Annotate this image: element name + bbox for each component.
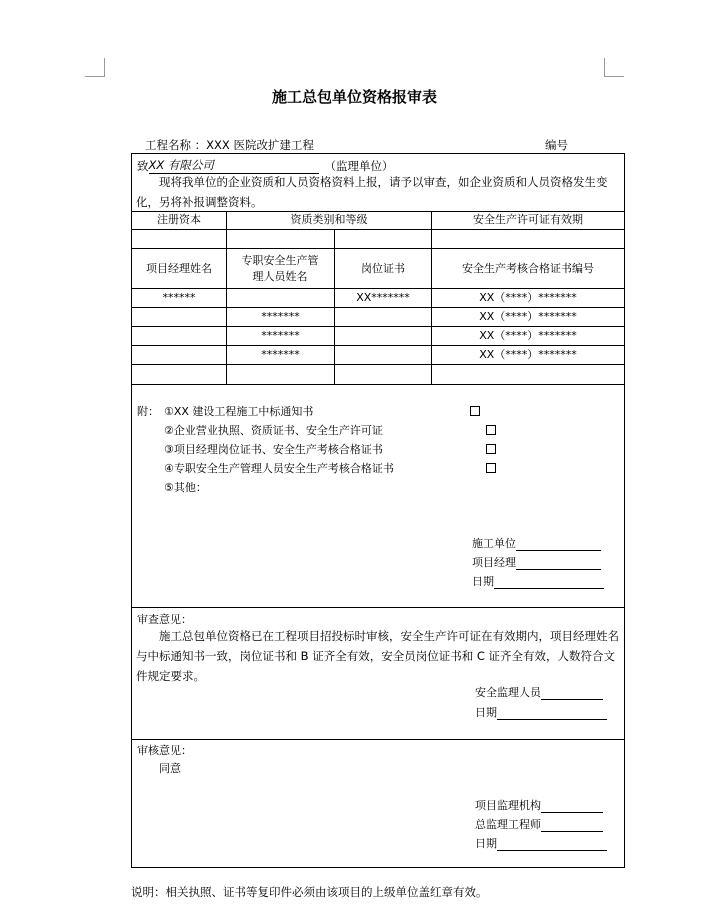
attachment-checkbox[interactable] bbox=[470, 406, 480, 416]
attachment-checkbox[interactable] bbox=[486, 444, 496, 454]
audit-label: 审核意见： bbox=[137, 744, 192, 757]
crop-mark-top-right bbox=[604, 58, 605, 77]
table-cell-post bbox=[335, 345, 431, 364]
grid-line bbox=[132, 739, 624, 740]
attachment-item: ④专职安全生产管理人员安全生产考核合格证书 bbox=[164, 462, 394, 475]
grid-line bbox=[132, 229, 624, 230]
table-cell-exam: XX（****）******* bbox=[479, 309, 577, 323]
project-name: 工程名称 ：XXX 医院改扩建工程 bbox=[145, 138, 314, 152]
addressee-suffix: （监理单位） bbox=[324, 159, 394, 173]
attachment-item: ①XX 建设工程施工中标通知书 bbox=[164, 405, 314, 418]
sign-date: 日期 bbox=[472, 573, 604, 589]
attachment-item: ②企业营业执照、资质证书、安全生产许可证 bbox=[164, 424, 383, 437]
grid-line bbox=[132, 384, 624, 385]
footnote: 说明：相关执照、证书等复印件必须由该项目的上级单位盖红章有效。 bbox=[131, 885, 488, 899]
addressee-company: XX 有限公司 bbox=[148, 158, 214, 172]
table-cell-pm bbox=[132, 326, 226, 345]
sign-contractor-unit: 施工单位 bbox=[472, 535, 601, 551]
table-cell-exam: XX（****）******* bbox=[479, 290, 577, 304]
crop-mark-top-left bbox=[85, 76, 105, 77]
table-cell-staff bbox=[227, 288, 334, 307]
document-title: 施工总包单位资格报审表 bbox=[271, 88, 437, 106]
sign-chief-engineer: 总监理工程师 bbox=[475, 816, 603, 832]
attachment-item: ⑤其他： bbox=[164, 481, 207, 494]
crop-mark-top-right bbox=[604, 76, 624, 77]
table-cell-post bbox=[335, 326, 431, 345]
review-label: 审查意见： bbox=[137, 613, 192, 626]
review-text: 施工总包单位资格已在工程项目招投标时审核，安全生产许可证在有效期内，项目经理姓名与中标通知书一致，岗位证书和 B 证齐全有效，安全员岗位证书和 C 证齐全有效，人数符合文件规定要求。 bbox=[136, 629, 619, 683]
table-cell-post bbox=[335, 307, 431, 326]
table-cell-staff: ******* bbox=[261, 309, 300, 323]
number-label: 编号 bbox=[545, 138, 568, 152]
table-cell-staff: ******* bbox=[261, 347, 300, 361]
header-safety-permit: 安全生产许可证有效期 bbox=[473, 213, 583, 226]
attachment-checkbox[interactable] bbox=[486, 463, 496, 473]
grid-line bbox=[132, 607, 624, 608]
table-cell-exam: XX（****）******* bbox=[479, 328, 577, 342]
crop-mark-top-left bbox=[104, 58, 105, 77]
intro-text: 现将我单位的企业资质和人员资格资料上报，请予以审查，如企业资质和人员资格发生变化，另将补报调整资料。 bbox=[136, 175, 608, 209]
grid-line bbox=[132, 364, 624, 365]
header-exam-cert: 安全生产考核合格证书编号 bbox=[462, 261, 594, 275]
header-pm-name: 项目经理姓名 bbox=[146, 261, 212, 275]
table-cell-staff: ******* bbox=[261, 328, 300, 342]
attachment-item: ③项目经理岗位证书、安全生产考核合格证书 bbox=[164, 443, 383, 456]
qualification-form-table bbox=[131, 153, 625, 868]
review-date: 日期 bbox=[475, 704, 607, 720]
header-reg-capital: 注册资本 bbox=[157, 213, 201, 226]
header-qual-type: 资质类别和等级 bbox=[290, 213, 368, 226]
header-safety-staff: 专职安全生产管理人员姓名 bbox=[241, 253, 319, 283]
audit-text: 同意 bbox=[159, 762, 181, 775]
attachments-prefix: 附： bbox=[137, 405, 159, 418]
sign-project-manager: 项目经理 bbox=[472, 554, 601, 570]
audit-date: 日期 bbox=[475, 835, 607, 851]
table-cell-pm bbox=[132, 345, 226, 364]
sign-safety-supervisor: 安全监理人员 bbox=[475, 684, 603, 700]
table-cell-exam: XX（****）******* bbox=[479, 347, 577, 361]
table-cell-post: XX******* bbox=[356, 290, 410, 304]
addressee-prefix: 致 bbox=[137, 159, 149, 173]
table-cell-pm bbox=[132, 307, 226, 326]
header-post-cert: 岗位证书 bbox=[361, 261, 405, 275]
table-cell-pm: ****** bbox=[162, 290, 196, 304]
attachment-checkbox[interactable] bbox=[486, 425, 496, 435]
sign-supervision-org: 项目监理机构 bbox=[475, 797, 603, 813]
